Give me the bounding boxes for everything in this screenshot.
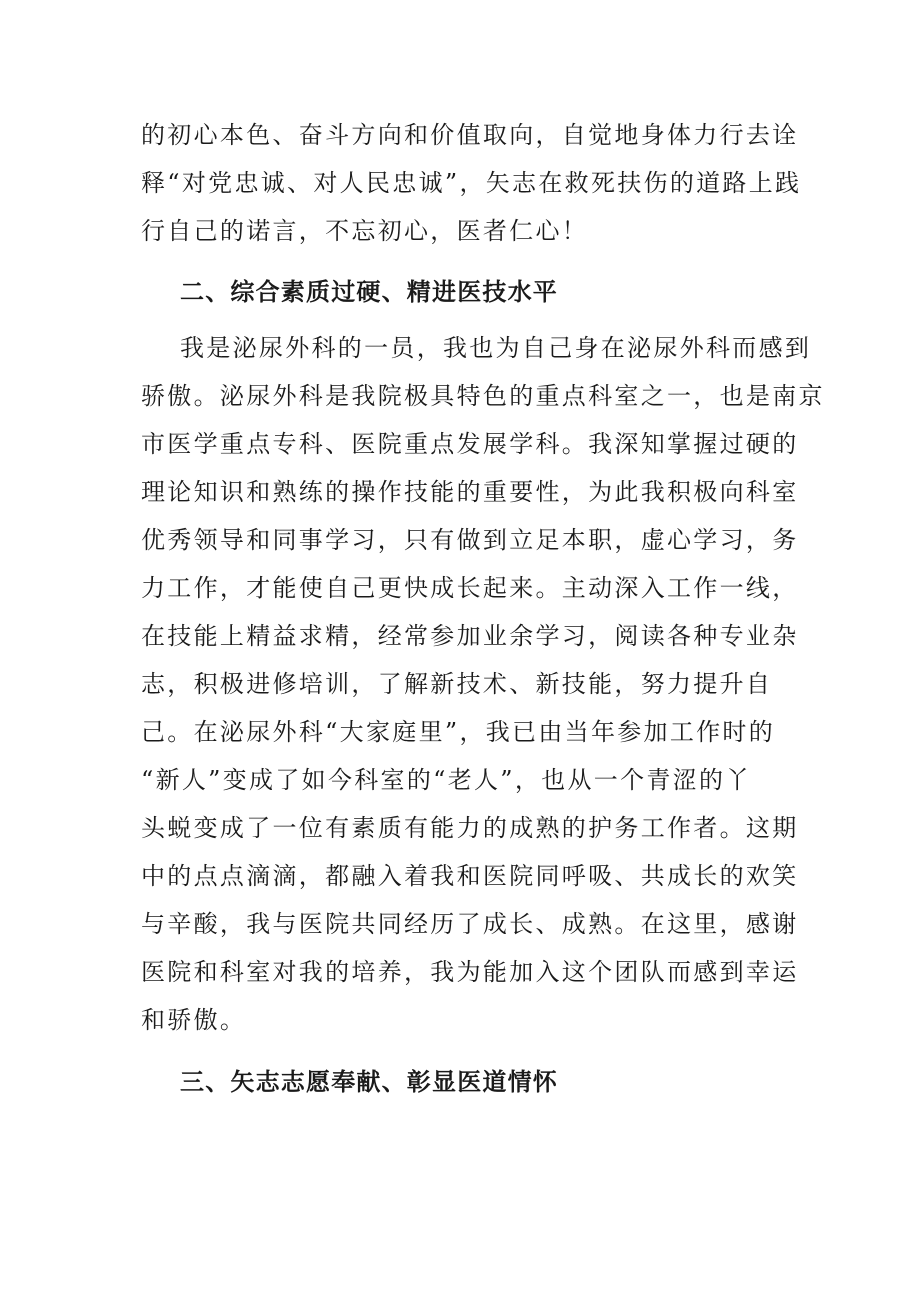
body-text-line: 在技能上精益求精，经常参加业余学习，阅读各种专业杂 <box>141 622 799 650</box>
body-text-line: 和骄傲。 <box>141 1006 247 1034</box>
body-text-line: 市医学重点专科、医院重点发展学科。我深知掌握过硬的 <box>141 430 799 458</box>
body-text-line: 志，积极进修培训，了解新技术、新技能，努力提升自 <box>141 670 773 698</box>
body-text-line: 骄傲。泌尿外科是我院极具特色的重点科室之一，也是南京 <box>141 382 825 410</box>
body-text-line: “新人”变成了如今科室的“老人”，也从一个青涩的丫 <box>141 766 752 794</box>
body-text-line: 的初心本色、奋斗方向和价值取向，自觉地身体力行去诠 <box>141 121 799 149</box>
body-text-line: 优秀领导和同事学习，只有做到立足本职，虚心学习，务 <box>141 526 799 554</box>
body-text-line: 我是泌尿外科的一员，我也为自己身在泌尿外科而感到 <box>180 334 812 362</box>
body-text-line: 理论知识和熟练的操作技能的重要性，为此我积极向科室 <box>141 478 799 506</box>
body-text-line: 释“对党忠诚、对人民忠诚”，矢志在救死扶伤的道路上践 <box>141 169 802 197</box>
body-text-line: 医院和科室对我的培养，我为能加入这个团队而感到幸运 <box>141 958 799 986</box>
body-text-line: 己。在泌尿外科“大家庭里”，我已由当年参加工作时的 <box>141 718 776 746</box>
body-text-line: 行自己的诺言，不忘初心，医者仁心！ <box>141 217 589 245</box>
section-heading: 三、矢志志愿奉献、彰显医道情怀 <box>180 1067 558 1096</box>
section-heading: 二、综合素质过硬、精进医技水平 <box>180 277 558 306</box>
body-text-line: 中的点点滴滴，都融入着我和医院同呼吸、共成长的欢笑 <box>141 862 799 890</box>
body-text-line: 力工作，才能使自己更快成长起来。主动深入工作一线， <box>141 574 799 602</box>
body-text-line: 头蜕变成了一位有素质有能力的成熟的护务工作者。这期 <box>141 814 799 842</box>
body-text-line: 与辛酸，我与医院共同经历了成长、成熟。在这里，感谢 <box>141 910 799 938</box>
